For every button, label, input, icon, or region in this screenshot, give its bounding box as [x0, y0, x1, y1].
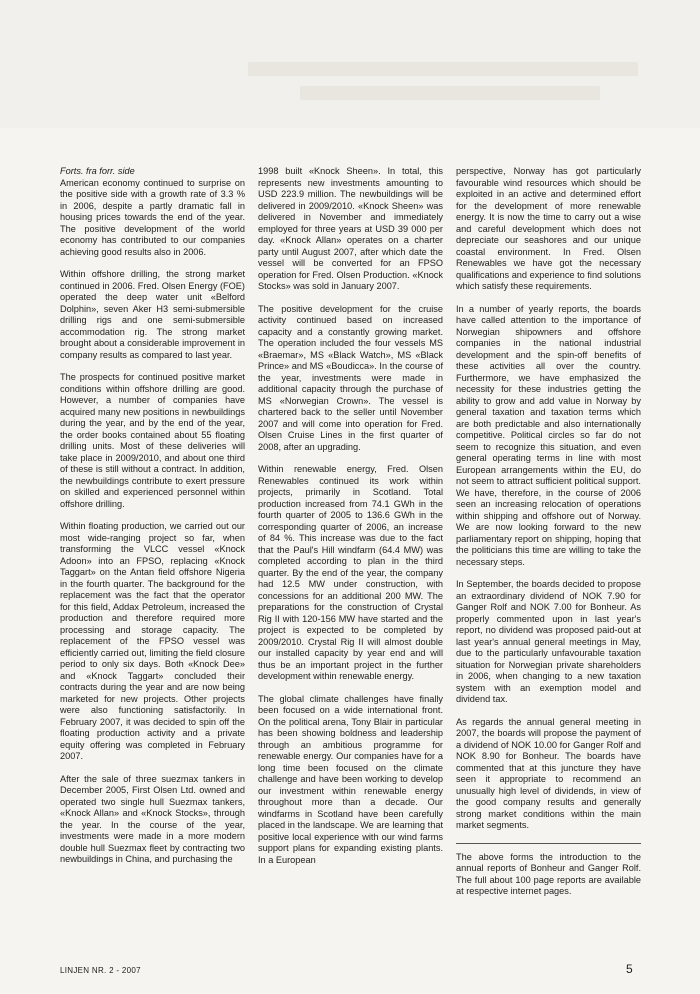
column-3 — [456, 166, 641, 909]
faded-header-text — [248, 62, 638, 76]
paragraph: 1998 built «Knock Sheen». In total, this represents new investments amounting to USD 223.9 million. The newbuildings will be delivered in 2009/2010. «Knock Sheen» was delivered in November and immediately employed for three years at USD 39 000 per day. «Knock Allan» operates on a charter party until August 2007, after which date the vessel will be converted for an FPSO operation for Fred. Olsen Production. «Knock Stocks» was sold in January 2007. — [258, 166, 443, 291]
page-header-area — [0, 0, 700, 128]
paragraph: American economy continued to surprise on the positive side with a growth rate of 3.3 % in 2006, despite a partly dramatic fall in housing prices towards the end of the year. The positive development of the world economy has contributed to our companies achieving good results also in 2006. — [60, 177, 245, 257]
column-1 — [60, 166, 245, 877]
paragraph: The prospects for continued positive market conditions within offshore drilling are good. However, a number of companies have acquired many new positions in newbuildings during the year, and by the end of the year, the order books contained about 55 floating drilling units. Most of these deliveries will take place in 2009/2010, and about one third of these is still without a contract. In addition, the newbuildings contribute to exert pressure on skilled and experienced personnel within offshore drilling. — [60, 372, 245, 509]
column-2 — [258, 166, 443, 877]
publication-footer: LINJEN NR. 2 - 2007 — [60, 966, 141, 975]
paragraph: Within floating production, we carried out our most wide-ranging project so far, when transforming the VLCC vessel «Knock Adoon» into an FPSO, replacing «Knock Taggart» on the Antan field offshore Nigeria in the fourth quarter. The background for the replacement was the fact that the operator for this field, Addax Petroleum, increased the production and therefore required more processing and storage capacity. The replacement of the FPSO vessel was efficiently carried out, limiting the field closure period to only six days. Both «Knock Dee» and «Knock Taggart» concluded their contracts during the year and are now being marketed for new projects. Other projects were also functioning satisfactorily. In February 2007, it was decided to spin off the floating production activity and a private equity offering was completed in February 2007. — [60, 521, 245, 761]
faded-header-text — [300, 86, 600, 100]
paragraph: In September, the boards decided to propose an extraordinary dividend of NOK 7.90 for Ganger Rolf and NOK 7.00 for Bonheur. As properly commented upon in last year's report, no dividend was proposed paid-out at last year's annual general meetings in May, due to the particularly unfavourable taxation situation for Norwegian private shareholders in 2006, when changing to a new taxation system with an exemption model and dividend tax. — [456, 579, 641, 704]
article-body — [60, 166, 640, 946]
paragraph: The global climate challenges have finally been focused on a wide international front. On the political arena, Tony Blair in particular has been showing boldness and leadership through an ambitious programme for renewable energy. Our companies have for a long time been focused on the climate challenge and have been working to develop our investment within renewable energy throughout more than a decade. Our windfarms in Scotland have been carefully placed in the landscape. We are learning that positive local experience with our wind farms support plans for expanding existing plants. In a European — [258, 693, 443, 865]
footnote-divider — [456, 843, 641, 844]
paragraph: As regards the annual general meeting in 2007, the boards will propose the payment of a dividend of NOK 10.00 for Ganger Rolf and NOK 8.90 for Bonheur. The boards have commented that at this juncture they have seen it appropriate to recommend an unusually high level of dividends, in view of the good company results and generally strong market conditions within the main market segments. — [456, 716, 641, 830]
paragraph: Within renewable energy, Fred. Olsen Renewables continued its work within projects, primarily in Scotland. Total production increased from 74.1 GWh in the fourth quarter of 2005 to 136.6 GWh in the corresponding quarter of 2006, an increase of 84 %. This increase was due to the fact that the Paul's Hill windfarm (64.4 MW) was completed according to plan in the third quarter. By the end of the year, the company had 12.5 MW under construction, with concessions for an additional 200 MW. The preparations for the construction of Crystal Rig II with 120-156 MW have started and the project is expected to be completed by 2009/2010. Crystal Rig II will almost double our installed capacity by year end and will thus be an important project in the further development within renewable energy. — [258, 464, 443, 681]
paragraph: Within offshore drilling, the strong market continued in 2006. Fred. Olsen Energy (FOE) operated the deep water unit «Belford Dolphin», seven Aker H3 semi-submersible drilling rigs and one semi-submersible accommodation rig. The strong market brought about a considerable improvement in company results as compared to last year. — [60, 269, 245, 360]
paragraph: After the sale of three suezmax tankers in December 2005, First Olsen Ltd. owned and operated two single hull Suezmax tankers, «Knock Allan» and «Knock Stocks», through the year. In the course of the year, investments were made in a more modern double hull Suezmax fleet by contracting two newbuildings in China, and purchasing the — [60, 773, 245, 864]
footnote: The above forms the introduction to the annual reports of Bonheur and Ganger Rolf. The full about 100 page reports are available at respective internet pages. — [456, 851, 641, 896]
paragraph: In a number of yearly reports, the boards have called attention to the importance of Norwegian shipowners and offshore companies in the national industrial development and the spin-off benefits of these activities all over the country. Furthermore, we have emphasized the necessity for these industries getting the ability to grow and add value in Norway by general taxation and taxation terms which are both predictable and also internationally competitive. Political circles so far do not seem to recognize this situation, and even general operating terms in line with most European arrangements within the EU, do not seem to attract sufficient political support. We have, therefore, in the course of 2006 seen an increasing relocation of operations within shipping and offshore out of Norway. We are now looking forward to the new parliamentary report on shipping, hoping that the politicians this time are willing to take the necessary steps. — [456, 303, 641, 567]
continued-from-note: Forts. fra forr. side — [60, 166, 135, 176]
page-number: 5 — [626, 962, 633, 976]
paragraph: The positive development for the cruise activity continued based on increased capacity and a constantly growing market. The operation included the four vessels MS «Braemar», MS «Black Watch», MS «Black Prince» and MS «Boudicca». In the course of the year, investments were made in additional capacity through the purchase of MS «Norwegian Crown». The vessel is chartered back to the seller until November 2007 and will come into operation for Fred. Olsen Cruise Lines in the first quarter of 2008, after an upgrading. — [258, 303, 443, 452]
paragraph: perspective, Norway has got particularly favourable wind resources which should be exploited in an active and determined effort for the development of more renewable energy. It is now the time to carry out a wise and careful development which does not depreciate our seashores and our unique coastal environment. In Fred. Olsen Renewables we have got the necessary qualifications and experience to find solutions which satisfy these requirements. — [456, 166, 641, 291]
